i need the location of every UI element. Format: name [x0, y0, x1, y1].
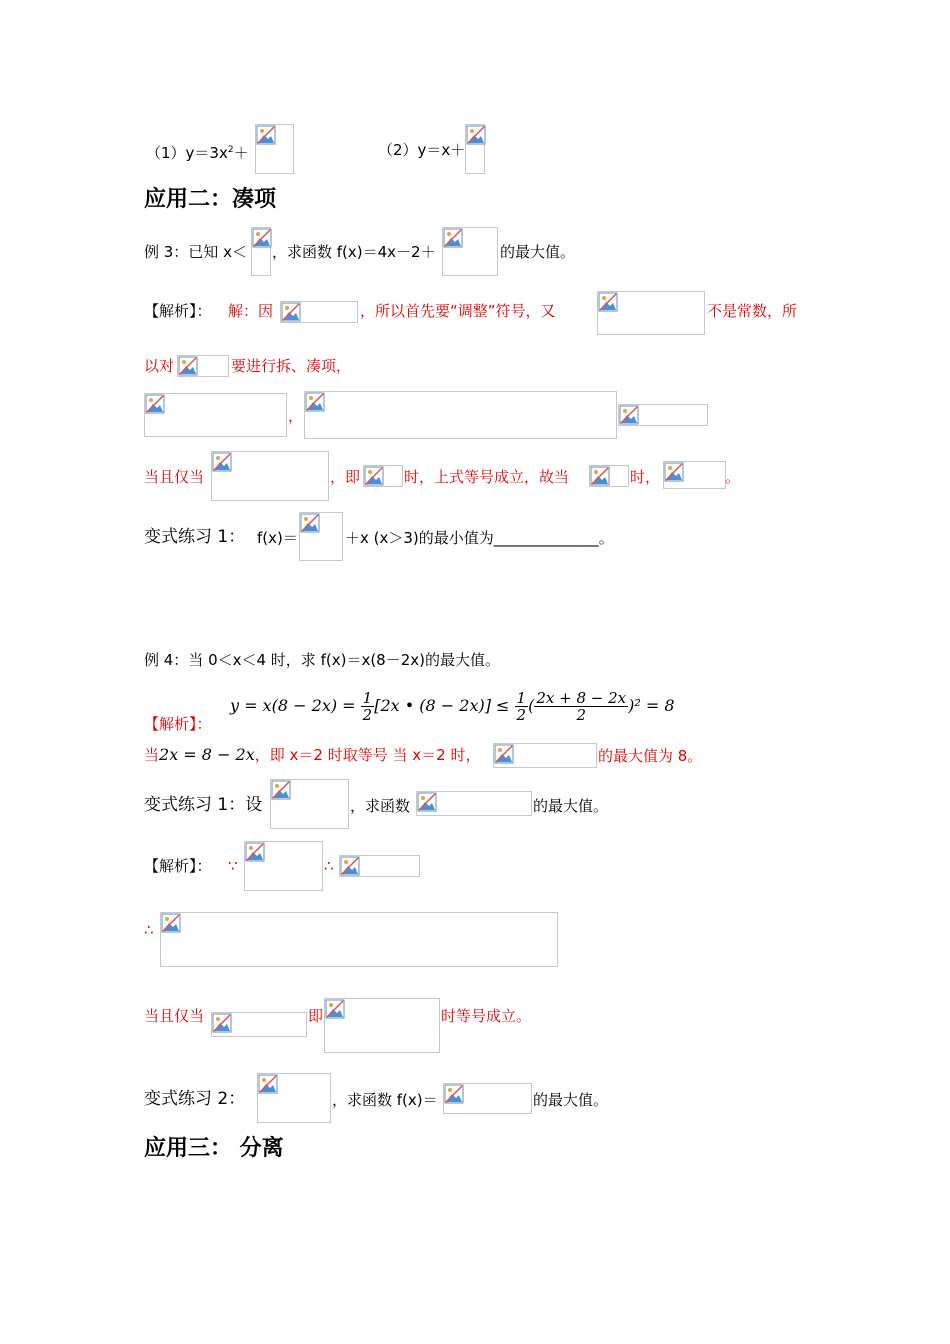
item-1-plus: ＋: [233, 144, 249, 162]
example-3-mid: ，求函数 f(x)＝4x－2＋: [272, 243, 436, 261]
variant-2-suffix: 的最大值。: [533, 1091, 609, 1109]
broken-image-icon: [466, 125, 486, 145]
item-1-text: （1）y＝3x: [146, 144, 228, 162]
broken-image-icon: [364, 466, 384, 486]
answer-blank: ______________: [493, 529, 599, 547]
formula-image: [144, 393, 287, 437]
when-label: 当: [144, 746, 160, 764]
broken-image-icon: [340, 856, 360, 876]
formula-image: [597, 291, 705, 335]
solution-text: 时等号成立。: [441, 1007, 532, 1025]
example-3-suffix: 的最大值。: [500, 243, 576, 261]
broken-image-icon: [300, 513, 320, 533]
variant-1-suffix: ＋x (x＞3)的最小值为: [345, 529, 494, 547]
variant-1b-mid: ，求函数: [350, 797, 411, 815]
solution-text: 。: [725, 468, 741, 486]
broken-image-icon: [325, 999, 345, 1019]
variant-1-end: 。: [598, 529, 614, 547]
therefore-symbol: ∴: [324, 857, 334, 875]
fraction-num: 2x + 8 − 2x: [536, 689, 627, 707]
broken-image-icon: [619, 405, 639, 425]
broken-image-icon: [598, 292, 618, 312]
broken-image-icon: [664, 462, 684, 482]
fraction-den: 2: [362, 706, 373, 724]
solution-label: 【解析】：: [144, 715, 212, 733]
broken-image-icon: [145, 394, 165, 414]
formula-image: [211, 1012, 307, 1037]
solution-text: 当且仅当: [144, 1007, 205, 1025]
open-paren: (: [528, 696, 535, 715]
formula-mid: [2x • (8 − 2x)] ≤: [374, 696, 510, 715]
section-heading: 应用二：凑项: [144, 187, 277, 212]
formula-image: [257, 1073, 331, 1123]
broken-image-icon: [252, 228, 272, 248]
formula-image: [299, 512, 343, 561]
variant-1-text: [345, 528, 614, 548]
solution-text: ，即: [330, 468, 361, 486]
fraction-num: 1: [516, 689, 527, 707]
formula-image: [280, 301, 358, 323]
broken-image-icon: [281, 302, 301, 322]
example-4-text: 例 4：当 0＜x＜4 时，求 f(x)＝x(8－2x)的最大值。: [144, 651, 500, 669]
broken-image-icon: [178, 356, 198, 376]
solution-text: 解：因: [228, 302, 274, 320]
solution-text: 即: [308, 1007, 324, 1025]
solution-text: ，所以首先要“调整”符号，又: [360, 302, 556, 320]
variant-1b-label: 变式练习 1：设: [144, 795, 263, 815]
solution-text: 的最大值为 8。: [598, 747, 703, 765]
therefore-symbol: ∴: [144, 921, 154, 939]
formula-image: [255, 124, 294, 174]
broken-image-icon: [305, 392, 325, 412]
formula-image: [324, 998, 440, 1053]
because-symbol: ∵: [228, 857, 238, 875]
solution-text: 不是常数，所: [707, 302, 798, 320]
solution-text: 时，: [630, 468, 661, 486]
formula-image: [493, 743, 597, 768]
variant-1-fx: f(x)＝: [257, 529, 298, 547]
formula-image: [363, 465, 403, 487]
formula-image: [465, 124, 485, 174]
broken-image-icon: [417, 792, 437, 812]
when-formula: 2x = 8 − 2x: [159, 745, 255, 764]
when-text: ，即 x＝2 时取等号 当 x＝2 时，: [254, 746, 481, 764]
variant-2-label: 变式练习 2：: [144, 1089, 246, 1109]
fraction-half: [361, 690, 375, 723]
variant-2-mid: ，求函数 f(x)＝: [332, 1091, 438, 1109]
variant-1-label: 变式练习 1：: [144, 527, 246, 547]
broken-image-icon: [258, 1074, 278, 1094]
fraction-big: [534, 690, 628, 723]
fraction-den: 2: [516, 706, 527, 724]
formula-image: [416, 791, 532, 816]
item-1: [146, 140, 249, 163]
broken-image-icon: [161, 913, 181, 933]
broken-image-icon: [212, 452, 232, 472]
formula-image: [443, 1083, 532, 1114]
solution-text: [144, 745, 480, 765]
formula-image: [211, 451, 329, 501]
section-heading: 应用三： 分离: [144, 1136, 284, 1161]
formula-block: [230, 683, 675, 729]
formula-image: [442, 227, 498, 276]
broken-image-icon: [590, 466, 610, 486]
broken-image-icon: [443, 228, 463, 248]
broken-image-icon: [212, 1013, 232, 1033]
formula-image: [270, 779, 349, 829]
formula-image: [304, 391, 617, 439]
broken-image-icon: [494, 744, 514, 764]
solution-label: 【解析】：: [144, 302, 212, 320]
fraction-num: 1: [362, 689, 373, 707]
broken-image-icon: [271, 780, 291, 800]
example-3-prefix: 例 3：已知 x＜: [144, 243, 247, 261]
formula-image: [663, 461, 726, 489]
formula-image: [589, 465, 629, 487]
broken-image-icon: [245, 842, 265, 862]
formula-left: y = x(8 − 2x) =: [230, 696, 356, 715]
formula-image: [244, 841, 323, 891]
fraction-den: 2: [576, 706, 586, 724]
broken-image-icon: [256, 125, 276, 145]
fraction-half: [515, 690, 529, 723]
formula-image: [618, 404, 708, 426]
solution-text: 以对: [144, 357, 175, 375]
solution-text: 要进行拆、凑项，: [231, 357, 352, 375]
formula-right: )² = 8: [628, 696, 675, 715]
item-2-text: （2）y＝x＋: [378, 141, 466, 159]
formula-image: [251, 227, 271, 276]
comma: ，: [288, 407, 304, 425]
formula-image: [339, 855, 420, 877]
item-2: [378, 140, 465, 160]
solution-text: 当且仅当: [144, 468, 205, 486]
item-1-sup: 2: [227, 145, 234, 155]
variant-1b-suffix: 的最大值。: [533, 797, 609, 815]
solution-text: 时，上式等号成立，故当: [404, 468, 570, 486]
broken-image-icon: [444, 1084, 464, 1104]
formula-image: [160, 912, 558, 967]
solution-label: 【解析】：: [144, 857, 212, 875]
formula-image: [177, 355, 229, 377]
